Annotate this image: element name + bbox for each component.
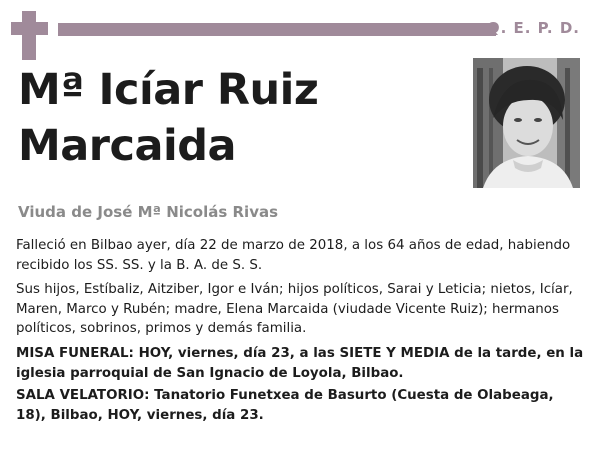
deceased-name: Mª Icíar Ruiz Marcaida — [18, 65, 319, 171]
family-paragraph: Sus hijos, Estíbaliz, Aitziber, Igor e Iván; hijos políticos, Sarai y Leticia; nietos, Icíar, Maren, Marco y Rubén; madre, Elena Marcaida (viudade Vicente Ruiz); hermanos políticos, sobrinos, primos y demás familia. — [16, 282, 573, 337]
header-rule — [58, 23, 496, 36]
funeral-paragraph: MISA FUNERAL: HOY, viernes, día 23, a las SIETE Y MEDIA de la tarde, en la iglesia parroquial de San Ignacio de Loyola, Bilbao. — [16, 345, 584, 381]
qepd-badge: Q. E. P. D. — [486, 19, 580, 37]
death-paragraph: Falleció en Bilbao ayer, día 22 de marzo de 2018, a los 64 años de edad, habiendo recibido los SS. SS. y la B. A. de S. S. — [16, 238, 571, 273]
notice-body — [16, 236, 588, 428]
cross-vertical-bar — [22, 11, 36, 60]
portrait-illustration — [473, 58, 580, 188]
cross-horizontal-bar — [11, 22, 48, 35]
wake-paragraph: SALA VELATORIO: Tanatorio Funetxea de Basurto (Cuesta de Olabeaga, 18), Bilbao, HOY, viernes, día 23. — [16, 388, 554, 423]
portrait-photo — [473, 58, 580, 188]
widow-subtitle: Viuda de José Mª Nicolás Rivas — [18, 203, 279, 221]
